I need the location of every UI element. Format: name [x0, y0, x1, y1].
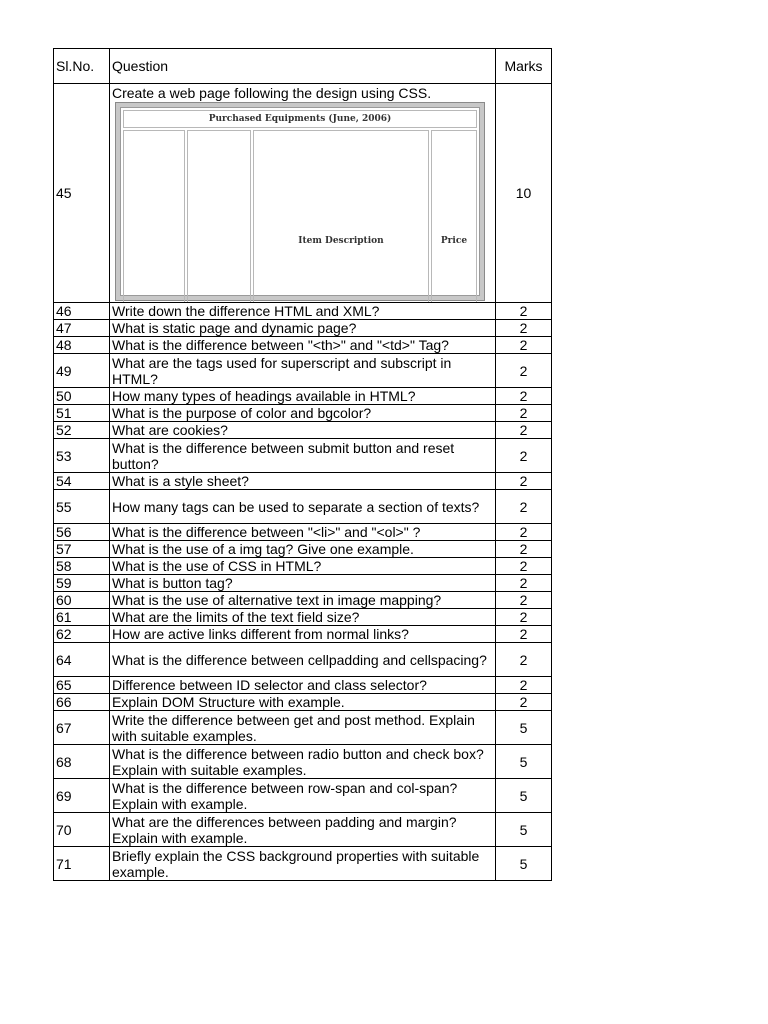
row-question: How many types of headings available in HTML? — [110, 388, 496, 405]
row-marks: 2 — [496, 439, 552, 473]
row-question: What is the purpose of color and bgcolor? — [110, 405, 496, 422]
row-question: What is the difference between "<li>" and "<ol>" ? — [110, 524, 496, 541]
row-question: What are the tags used for superscript and subscript in HTML? — [110, 354, 496, 388]
sample-col-item-num — [123, 130, 185, 303]
row-marks: 2 — [496, 473, 552, 490]
row-number: 55 — [54, 490, 110, 524]
row-marks: 2 — [496, 575, 552, 592]
table-row — [54, 405, 552, 422]
sample-table-image — [115, 102, 485, 301]
table-row — [54, 337, 552, 354]
table-row — [54, 490, 552, 524]
row-marks: 2 — [496, 354, 552, 388]
row-marks: 2 — [496, 643, 552, 677]
row-marks: 2 — [496, 320, 552, 337]
table-row — [54, 677, 552, 694]
question-table — [53, 48, 552, 881]
row-question: What are cookies? — [110, 422, 496, 439]
table-row — [54, 779, 552, 813]
row-marks: 2 — [496, 694, 552, 711]
row-question: What is the use of a img tag? Give one example. — [110, 541, 496, 558]
table-row — [54, 320, 552, 337]
row-question: What is the difference between cellpadding and cellspacing? — [110, 643, 496, 677]
row-marks: 2 — [496, 388, 552, 405]
sample-col-item-desc: Item Description — [253, 130, 429, 303]
row-question: What is the difference between row-span and col-span? Explain with example. — [110, 779, 496, 813]
row-question: What is the use of alternative text in image mapping? — [110, 592, 496, 609]
row-marks: 5 — [496, 711, 552, 745]
row-number: 57 — [54, 541, 110, 558]
row-question: Write the difference between get and post method. Explain with suitable examples. — [110, 711, 496, 745]
table-row — [54, 558, 552, 575]
header-question: Question — [110, 49, 496, 84]
row-number: 51 — [54, 405, 110, 422]
row-number: 52 — [54, 422, 110, 439]
row-number: 47 — [54, 320, 110, 337]
row-number: 67 — [54, 711, 110, 745]
table-row — [54, 422, 552, 439]
table-row-45 — [54, 84, 552, 303]
row-number: 71 — [54, 847, 110, 881]
table-row — [54, 626, 552, 643]
table-row — [54, 354, 552, 388]
row-marks: 2 — [496, 677, 552, 694]
row-number: 64 — [54, 643, 110, 677]
row-number: 68 — [54, 745, 110, 779]
row-marks: 2 — [496, 422, 552, 439]
row-number: 48 — [54, 337, 110, 354]
row-question: Write down the difference HTML and XML? — [110, 303, 496, 320]
table-row — [54, 473, 552, 490]
row-number: 53 — [54, 439, 110, 473]
row-number: 70 — [54, 813, 110, 847]
row-number: 58 — [54, 558, 110, 575]
row-number: 56 — [54, 524, 110, 541]
row-number: 54 — [54, 473, 110, 490]
row-number: 61 — [54, 609, 110, 626]
table-row — [54, 541, 552, 558]
row-question: Briefly explain the CSS background properties with suitable example. — [110, 847, 496, 881]
row-marks: 2 — [496, 337, 552, 354]
table-row — [54, 592, 552, 609]
sample-col-item-picture — [187, 130, 251, 303]
row-question: How many tags can be used to separate a section of texts? — [110, 490, 496, 524]
table-row — [54, 609, 552, 626]
row-number: 62 — [54, 626, 110, 643]
row-question: What is the difference between radio button and check box? Explain with suitable examples. — [110, 745, 496, 779]
row-question: Explain DOM Structure with example. — [110, 694, 496, 711]
table-row — [54, 439, 552, 473]
table-row — [54, 524, 552, 541]
row-question: What is the use of CSS in HTML? — [110, 558, 496, 575]
row-marks: 2 — [496, 303, 552, 320]
row-marks: 10 — [496, 84, 552, 303]
row-number: 65 — [54, 677, 110, 694]
header-row — [54, 49, 552, 84]
row-question: How are active links different from normal links? — [110, 626, 496, 643]
row-question: Difference between ID selector and class selector? — [110, 677, 496, 694]
table-row — [54, 711, 552, 745]
sample-table — [121, 108, 479, 303]
row-number: 45 — [54, 84, 110, 303]
row-number: 66 — [54, 694, 110, 711]
row-number: 49 — [54, 354, 110, 388]
header-slno: Sl.No. — [54, 49, 110, 84]
row-number: 69 — [54, 779, 110, 813]
row-question: What is button tag? — [110, 575, 496, 592]
table-row — [54, 813, 552, 847]
row-marks: 2 — [496, 405, 552, 422]
row-number: 59 — [54, 575, 110, 592]
table-row — [54, 643, 552, 677]
row-marks: 5 — [496, 813, 552, 847]
table-row — [54, 847, 552, 881]
row-marks: 5 — [496, 847, 552, 881]
row-question: What are the differences between padding and margin? Explain with example. — [110, 813, 496, 847]
row-number: 60 — [54, 592, 110, 609]
row-number: 46 — [54, 303, 110, 320]
header-marks: Marks — [496, 49, 552, 84]
table-row — [54, 694, 552, 711]
row-marks: 2 — [496, 626, 552, 643]
sample-caption-top: Purchased Equipments (June, 2006) — [123, 110, 477, 128]
row-marks: 2 — [496, 490, 552, 524]
row-marks: 2 — [496, 609, 552, 626]
row-marks: 2 — [496, 541, 552, 558]
row-marks: 5 — [496, 745, 552, 779]
table-row — [54, 303, 552, 320]
row-marks: 2 — [496, 524, 552, 541]
table-row — [54, 575, 552, 592]
row-question: What is static page and dynamic page? — [110, 320, 496, 337]
sample-col-price: Price — [431, 130, 477, 303]
table-row — [54, 745, 552, 779]
row-marks: 5 — [496, 779, 552, 813]
row-number: 50 — [54, 388, 110, 405]
row-marks: 2 — [496, 592, 552, 609]
row-question — [110, 84, 496, 303]
table-row — [54, 388, 552, 405]
row-question: What is the difference between "<th>" and "<td>" Tag? — [110, 337, 496, 354]
row-question: What are the limits of the text field size? — [110, 609, 496, 626]
row-question: What is the difference between submit button and reset button? — [110, 439, 496, 473]
row-question: What is a style sheet? — [110, 473, 496, 490]
row-marks: 2 — [496, 558, 552, 575]
question-text: Create a web page following the design using CSS. — [112, 84, 432, 101]
